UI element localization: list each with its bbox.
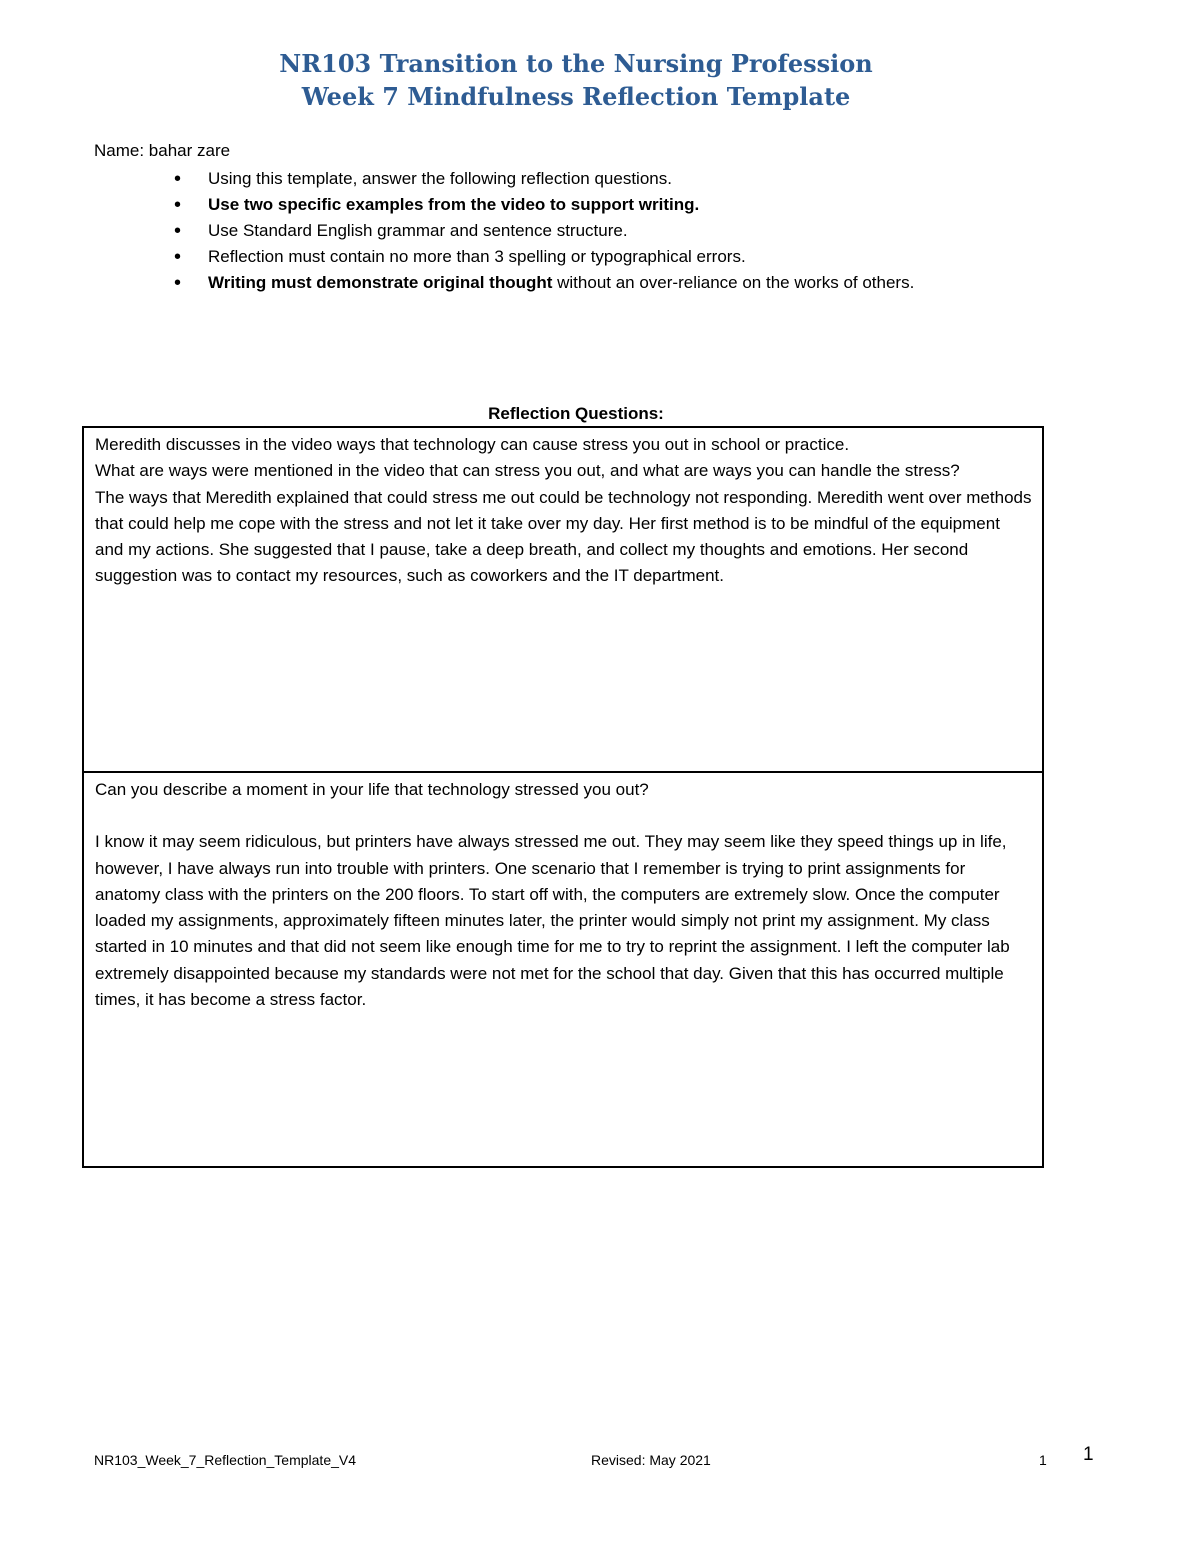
question-1-prompt-line2: What are ways were mentioned in the video that can stress you out, and what are ways you can handle the stress? (95, 461, 960, 481)
footer-filename: NR103_Week_7_Reflection_Template_V4 (94, 1452, 357, 1468)
instruction-text: Use two specific examples from the video to support writing. (208, 195, 700, 214)
reflection-questions-heading: Reflection Questions: (488, 404, 664, 423)
question-1-answer: The ways that Meredith explained that could stress me out could be technology not responding. Meredith went over methods that could help me cope with the stress and not let it take over my day. Her first method is to be mindful of the equipment and my actions. She suggested that I pause, take a deep breath, and collect my thoughts and emotions. Her second suggestion was to contact my resources, such as coworkers and the IT department. (95, 487, 1032, 586)
instruction-list (94, 166, 914, 296)
instruction-item (94, 192, 914, 218)
question-1-cell (82, 426, 1044, 773)
instruction-text-bold: Writing must demonstrate original thought (208, 273, 553, 292)
instruction-text: Use Standard English grammar and sentence structure. (208, 221, 628, 240)
instruction-text: Reflection must contain no more than 3 spelling or typographical errors. (208, 247, 746, 266)
instruction-text: Using this template, answer the following reflection questions. (208, 169, 672, 188)
question-2-cell (82, 771, 1044, 1168)
page-number: 1 (1083, 1444, 1094, 1465)
instruction-item (94, 218, 914, 244)
document-subtitle: Week 7 Mindfulness Reflection Template (301, 82, 851, 111)
instruction-item (94, 244, 914, 270)
footer-page-inline: 1 (1039, 1452, 1047, 1468)
document-title: NR103 Transition to the Nursing Profession (279, 49, 873, 78)
question-2-prompt: Can you describe a moment in your life that technology stressed you out? (95, 780, 649, 799)
instruction-text: without an over-reliance on the works of others. (552, 273, 915, 292)
question-2-answer: I know it may seem ridiculous, but printers have always stressed me out. They may seem like they speed things up in life, however, I have always run into trouble with printers. One scenario that I remember is trying to print assignments for anatomy class with the printers on the 200 floors. To start off with, the computers are extremely slow. Once the computer loaded my assignments, approximately fifteen minutes later, the printer would simply not print my assignment. My class started in 10 minutes and that did not seem like enough time for me to try to reprint the assignment. I left the computer lab extremely disappointed because my standards were not met for the school that day. Given that this has occurred multiple times, it has become a stress factor. (95, 832, 1010, 1010)
name-line: Name: bahar zare (94, 141, 231, 160)
instruction-item (94, 166, 914, 192)
footer-revised: Revised: May 2021 (591, 1452, 711, 1468)
question-1-prompt-line1: Meredith discusses in the video ways that technology can cause stress you out in school or practice. (95, 435, 850, 454)
instruction-item (94, 270, 914, 296)
